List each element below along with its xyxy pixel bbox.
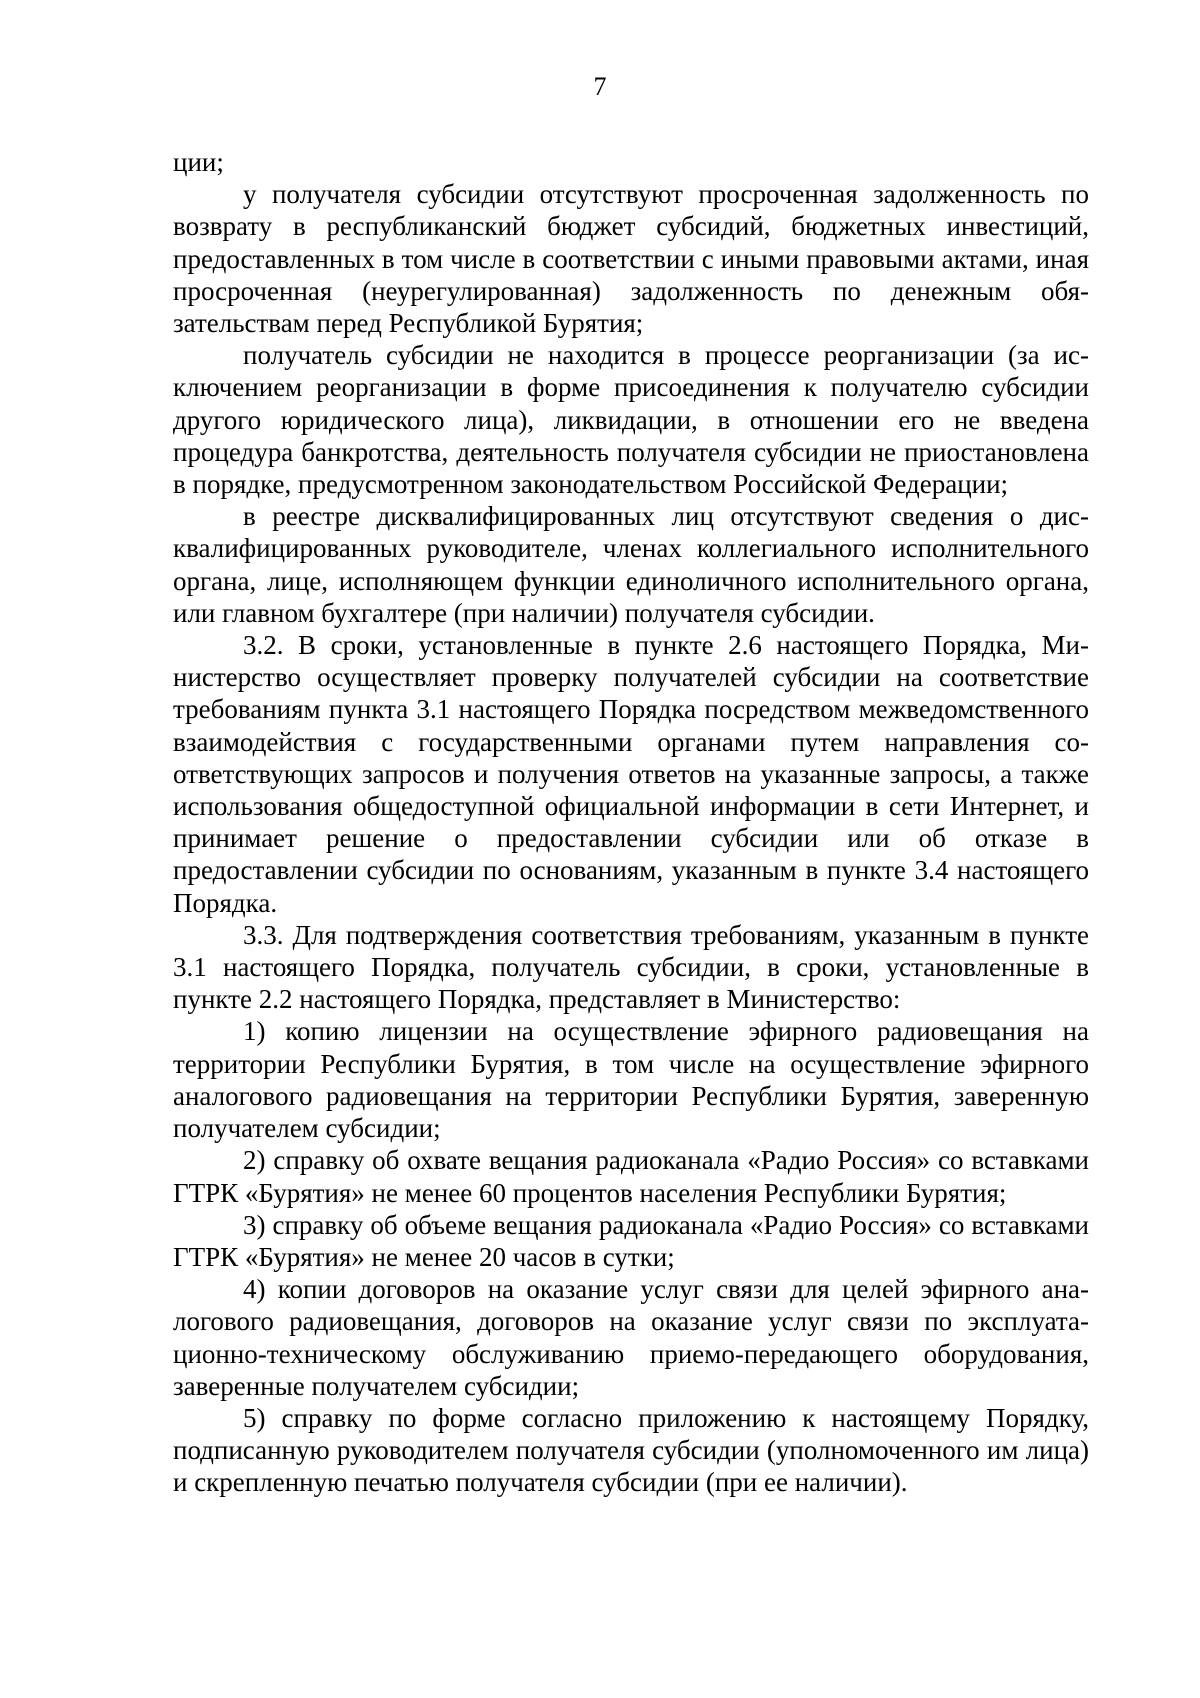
list-item-5: 5) справку по форме согласно приложению к настоящему Порядку, подписанную руководителем получателя субсидии (уполномоченного им лица) и скрепленную печатью получателя субсидии (при ее наличии). bbox=[173, 1402, 1089, 1498]
paragraph-continuation: ции; bbox=[173, 147, 224, 177]
list-item-4: 4) копии договоров на оказание услуг связи для целей эфирного аналогового радиовещания, договоров на оказание услуг связи по эксплуатационно-техническому обслуживанию приемо-передающего оборудования, заверенные получателем субсидии; bbox=[173, 1274, 1089, 1401]
list-item-2: 2) справку об охвате вещания радиоканала «Радио Россия» со вставками ГТРК «Бурятия» не менее 60 процентов населения Республики Бурятия; bbox=[173, 1145, 1089, 1208]
list-item-3: 3) справку об объеме вещания радиоканала «Радио Россия» со вставками ГТРК «Бурятия» не менее 20 часов в сутки; bbox=[173, 1209, 1089, 1272]
paragraph-3-2: 3.2. В сроки, установленные в пункте 2.6 настоящего Порядка, Министерство осуществляет проверку получателей субсидии на соответствие требованиям пункта 3.1 настоящего Порядка посредством межведомственного взаимодействия с государственными органами путем направления соответствующих запросов и получения ответов на указанные запросы, а также использования общедоступной официальной информации в сети Интернет, и принимает решение о предоставлении субсидии или об отказе в предоставлении субсидии по основаниям, указанным в пункте 3.4 настоящего Порядка. bbox=[173, 630, 1089, 918]
paragraph-disqualified-persons: в реестре дисквалифицированных лиц отсутствуют сведения о дисквалифицированных руководителе, членах коллегиального исполнительного органа, лице, исполняющем функции единоличного исполнительного органа, или главном бухгалтере (при наличии) получателя субсидии. bbox=[173, 501, 1089, 628]
page-number: 7 bbox=[593, 72, 607, 101]
list-item-1: 1) копию лицензии на осуществление эфирного радиовещания на территории Республики Бурятия, в том числе на осуществление эфирного аналогового радиовещания на территории Республики Бурятия, заверенную получателем субсидии; bbox=[173, 1016, 1089, 1144]
document-body bbox=[173, 146, 1089, 1499]
paragraph-no-overdue-debt: у получателя субсидии отсутствуют просроченная задолженность по возврату в республиканский бюджет субсидий, бюджетных инвестиций, предоставленных в том числе в соответствии с иными правовыми актами, иная просроченная (неурегулированная) задолженность по денежным обязательствам перед Республикой Бурятия; bbox=[173, 179, 1089, 339]
paragraph-3-3: 3.3. Для подтверждения соответствия требованиям, указанным в пункте 3.1 настоящего Порядка, получатель субсидии, в сроки, установленные в пункте 2.2 настоящего Порядка, представляет в Министерство: bbox=[173, 919, 1089, 1015]
paragraph-no-reorganization: получатель субсидии не находится в процессе реорганизации (за исключением реорганизации в форме присоединения к получателю субсидии другого юридического лица), ликвидации, в отношении его не введена процедура банкротства, деятельность получателя субсидии не приостановлена в порядке, предусмотренном законодательством Российской Федерации; bbox=[173, 340, 1089, 500]
